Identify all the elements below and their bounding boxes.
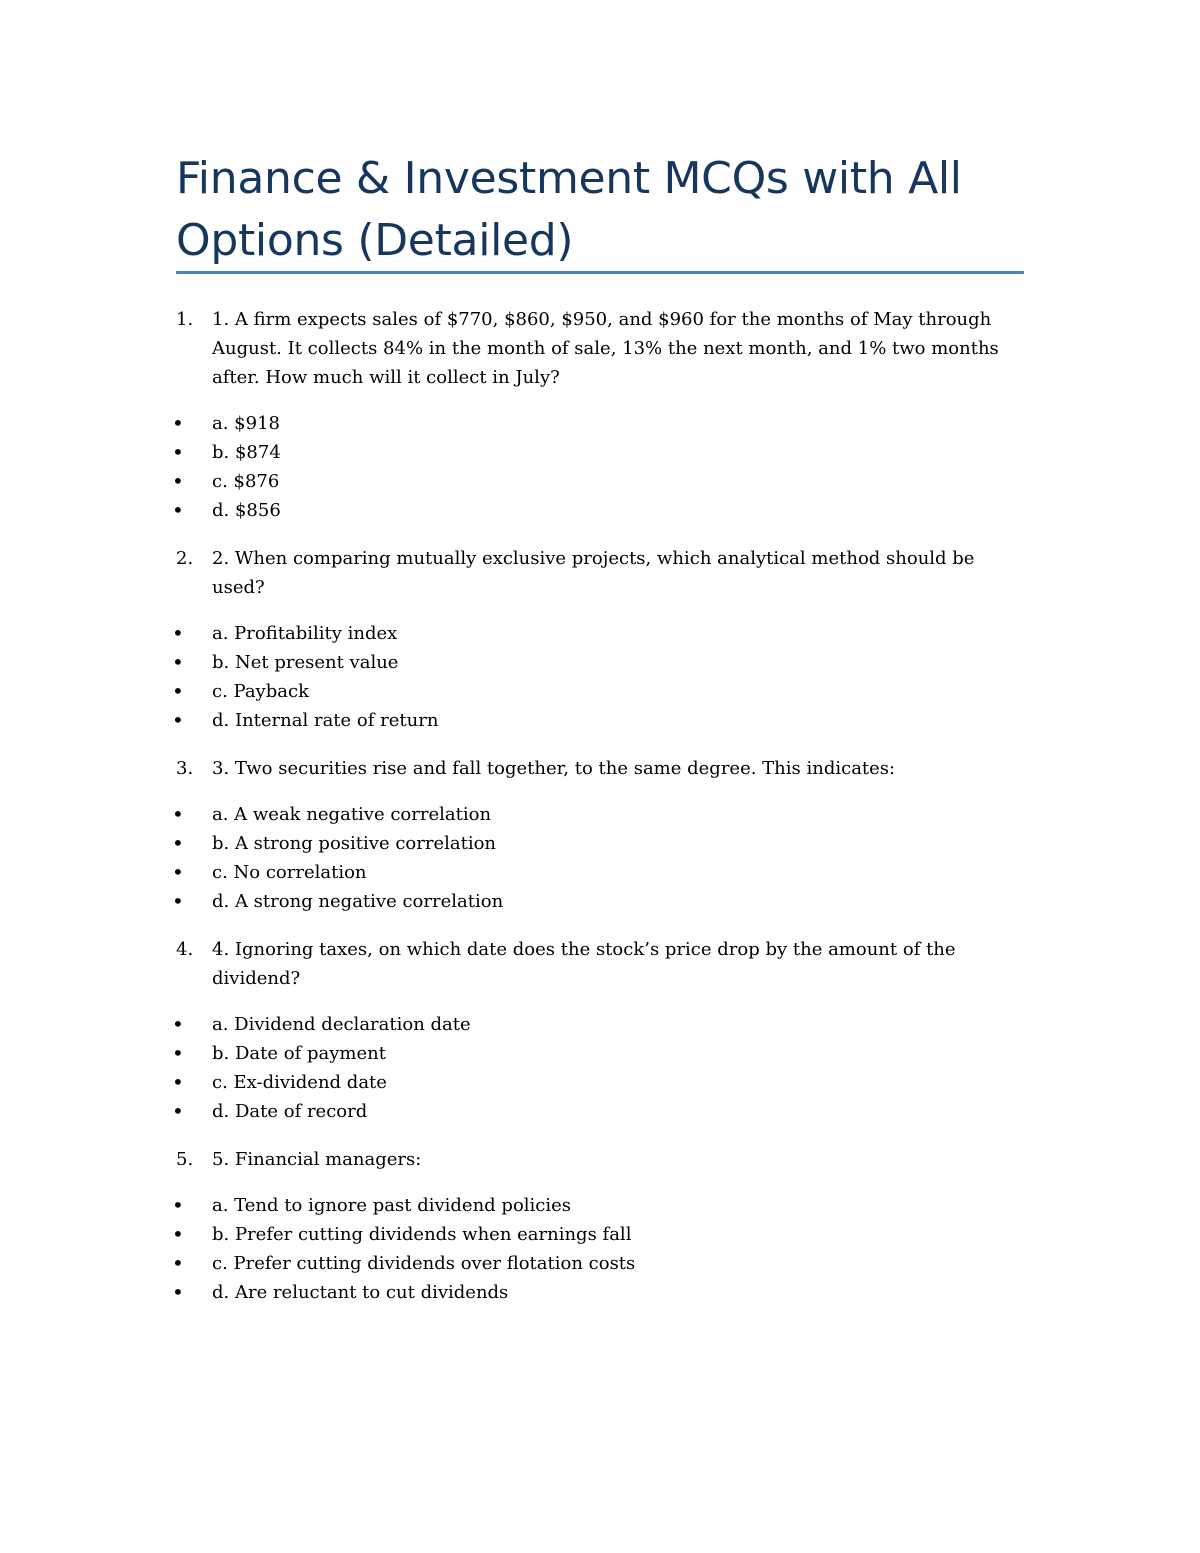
bullet-icon: • [172,1280,184,1304]
options-list-4 [0,1010,1200,1126]
option-text: b. Prefer cutting dividends when earnings fall [212,1224,632,1245]
option-text: a. Dividend declaration date [212,1014,471,1035]
question-number: 4. [176,939,194,960]
option-text: b. Date of payment [212,1043,386,1064]
question-3 [0,754,1002,783]
bullet-icon: • [172,1041,184,1065]
option-item [0,1249,1200,1278]
option-item [0,800,1200,829]
question-number: 5. [176,1149,194,1170]
question-1 [0,305,1002,392]
option-item [0,1220,1200,1249]
bullet-icon: • [172,679,184,703]
question-text: 5. Financial managers: [212,1149,422,1170]
option-item [0,858,1200,887]
bullet-icon: • [172,708,184,732]
bullet-icon: • [172,802,184,826]
bullet-icon: • [172,498,184,522]
bullet-icon: • [172,1070,184,1094]
option-item [0,1278,1200,1307]
option-item [0,706,1200,735]
bullet-icon: • [172,621,184,645]
option-item [0,1191,1200,1220]
option-text: d. Internal rate of return [212,710,439,731]
option-item [0,467,1200,496]
option-text: d. Are reluctant to cut dividends [212,1282,509,1303]
option-text: d. Date of record [212,1101,368,1122]
option-item [0,496,1200,525]
option-text: c. Payback [212,681,309,702]
option-text: a. $918 [212,413,280,434]
title-underline [176,271,1024,274]
options-list-3 [0,800,1200,916]
question-5 [0,1145,1002,1174]
option-item [0,1068,1200,1097]
option-text: b. A strong positive correlation [212,833,497,854]
option-item [0,829,1200,858]
option-item [0,1039,1200,1068]
option-text: b. $874 [212,442,281,463]
option-item [0,438,1200,467]
option-text: c. $876 [212,471,280,492]
option-item [0,677,1200,706]
option-item [0,887,1200,916]
question-text: 4. Ignoring taxes, on which date does the stock’s price drop by the amount of the dividend? [212,939,956,989]
options-list-5 [0,1191,1200,1307]
question-list [0,305,1200,1326]
bullet-icon: • [172,440,184,464]
option-text: a. A weak negative correlation [212,804,492,825]
options-list-1 [0,409,1200,525]
bullet-icon: • [172,889,184,913]
bullet-icon: • [172,1222,184,1246]
option-item [0,648,1200,677]
bullet-icon: • [172,860,184,884]
option-item [0,409,1200,438]
bullet-icon: • [172,1193,184,1217]
question-text: 3. Two securities rise and fall together, to the same degree. This indicates: [212,758,896,779]
bullet-icon: • [172,469,184,493]
option-item [0,1010,1200,1039]
question-number: 2. [176,548,194,569]
question-2 [0,544,1002,602]
question-text: 2. When comparing mutually exclusive projects, which analytical method should be used? [212,548,975,598]
option-text: c. Ex-dividend date [212,1072,387,1093]
options-list-2 [0,619,1200,735]
option-text: a. Profitability index [212,623,398,644]
question-number: 3. [176,758,194,779]
question-number: 1. [176,309,194,330]
option-text: d. A strong negative correlation [212,891,504,912]
question-text: 1. A firm expects sales of $770, $860, $950, and $960 for the months of May through August. It collects 84% in the month of sale, 13% the next month, and 1% two months after. How much will it collect in July? [212,309,999,388]
option-item [0,619,1200,648]
option-text: c. No correlation [212,862,367,883]
bullet-icon: • [172,650,184,674]
bullet-icon: • [172,1251,184,1275]
question-4 [0,935,1002,993]
bullet-icon: • [172,1099,184,1123]
option-text: d. $856 [212,500,281,521]
bullet-icon: • [172,831,184,855]
option-text: c. Prefer cutting dividends over flotation costs [212,1253,636,1274]
document-title: Finance & Investment MCQs with All Options (Detailed) [176,153,962,266]
bullet-icon: • [172,1012,184,1036]
option-text: b. Net present value [212,652,399,673]
bullet-icon: • [172,411,184,435]
option-item [0,1097,1200,1126]
option-text: a. Tend to ignore past dividend policies [212,1195,572,1216]
